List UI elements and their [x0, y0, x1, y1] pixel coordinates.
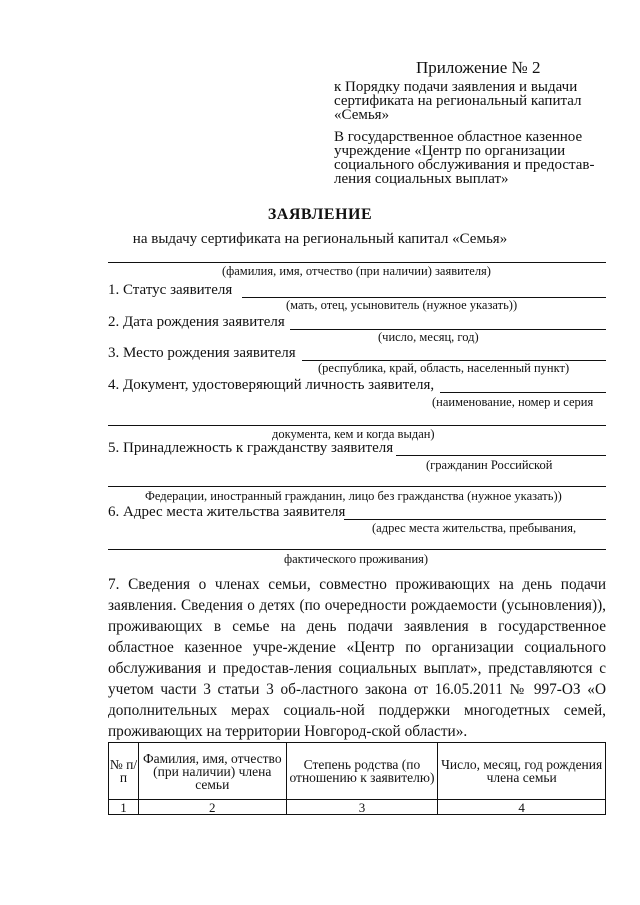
table-header-birthdate: Число, месяц, год рождения члена семьи — [438, 743, 606, 800]
address-hint-2: фактического проживания) — [284, 552, 429, 566]
citizenship-hint-1: (гражданин Российской — [426, 458, 553, 472]
document-title: ЗАЯВЛЕНИЕ — [267, 206, 373, 223]
address-line — [344, 519, 606, 520]
table-header-full-name: Фамилия, имя, отчество (при наличии) члена семьи — [138, 743, 286, 800]
citizenship-label: 5. Принадлежность к гражданству заявителя — [108, 440, 394, 456]
id-document-hint-2: документа, кем и когда выдан) — [272, 427, 435, 441]
id-document-hint-1: (наименование, номер и серия — [432, 395, 594, 409]
birthdate-label: 2. Дата рождения заявителя — [108, 314, 285, 330]
id-document-line-2 — [108, 425, 606, 426]
address-label: 6. Адрес места жительства заявителя — [108, 504, 346, 520]
status-label: 1. Статус заявителя — [108, 282, 233, 298]
applicant-name-hint: (фамилия, имя, отчество (при наличии) заявителя) — [222, 264, 491, 278]
address-hint-1: (адрес места жительства, пребывания, — [372, 521, 577, 535]
family-members-table — [108, 742, 606, 815]
table-header-relationship: Степень родства (по отношению к заявителю) — [286, 743, 438, 800]
appendix-order-reference: к Порядку подачи заявления и выдачи сертификата на региональный капитал «Семья» — [334, 79, 582, 123]
table-header-row — [109, 743, 606, 800]
document-subtitle: на выдачу сертификата на региональный капитал «Семья» — [132, 231, 508, 247]
table-column-number: 2 — [138, 800, 286, 815]
birthplace-label: 3. Место рождения заявителя — [108, 345, 296, 361]
status-hint: (мать, отец, усыновитель (нужное указать)) — [286, 298, 518, 312]
birthdate-hint: (число, месяц, год) — [378, 330, 479, 344]
citizenship-hint-2: Федерации, иностранный гражданин, лицо без гражданства (нужное указать)) — [145, 489, 562, 503]
appendix-title: Приложение № 2 — [416, 58, 541, 77]
table-column-number: 4 — [438, 800, 606, 815]
appendix-addressee: В государственное областное казенное учреждение «Центр по организации социального обслуживания и предостав-ления социальных выплат» — [334, 129, 595, 187]
table-column-number: 1 — [109, 800, 139, 815]
applicant-name-line — [108, 262, 606, 263]
id-document-label: 4. Документ, удостоверяющий личность заявителя, — [108, 377, 435, 393]
citizenship-line — [396, 455, 606, 456]
table-row — [109, 800, 606, 815]
table-header-number: № п/п — [109, 743, 139, 800]
section-7-paragraph: 7. Сведения о членах семьи, совместно проживающих на день подачи заявления. Сведения о детях (по очередности рождаемости (усыновления)), проживающих в семье на день подачи заявления в государственное областное казенное учре-ждение «Центр по организации социального обслуживания и предостав-ления социальных выплат», представляются с учетом части 3 статьи 3 об-ластного закона от 16.05.2011 № 997-ОЗ «О дополнительных мерах социаль-ной поддержки многодетных семей, проживающих на территории Новгород-ской области». — [108, 576, 606, 740]
table-column-number: 3 — [286, 800, 438, 815]
citizenship-line-2 — [108, 486, 606, 487]
birthplace-hint: (республика, край, область, населенный пункт) — [318, 361, 570, 375]
id-document-line — [440, 392, 606, 393]
address-line-2 — [108, 549, 606, 550]
